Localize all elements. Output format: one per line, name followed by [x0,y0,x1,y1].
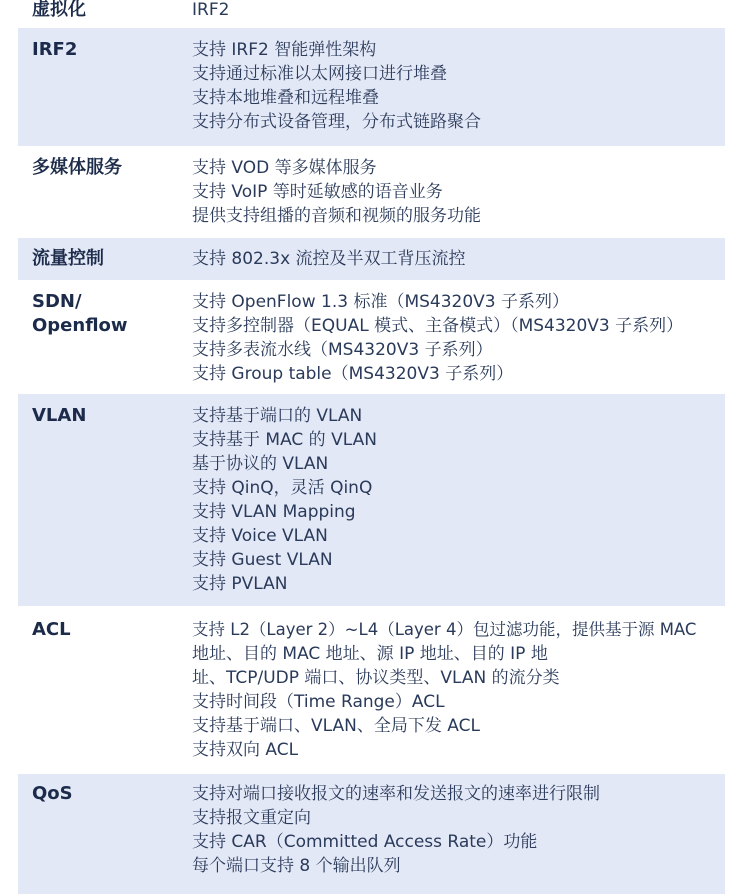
row-label: VLAN [32,405,87,426]
row-content [178,247,725,280]
row-line: 支持 L2（Layer 2）~L4（Layer 4）包过滤功能，提供基于源 MAC [192,620,697,639]
row-line: 支持多表流水线（MS4320V3 子系列） [192,340,493,360]
row-line: 址、TCP/UDP 端口、协议类型、VLAN 的流分类 [192,668,560,688]
row-label: QoS [32,783,73,804]
row-content [178,404,725,606]
row-line: 支持对端口接收报文的速率和发送报文的速率进行限制 [192,784,600,804]
row-line: 每个端口支持 8 个输出队列 [192,856,401,876]
row-line: 支持通过标准以太网接口进行堆叠 [192,64,447,84]
row-label: IRF2 [32,39,78,60]
row-label: ACL [32,619,71,640]
row-line: 支持 IRF2 智能弹性架构 [192,40,377,60]
row-line: 支持基于 MAC 的 VLAN [192,430,377,450]
row-line: 提供支持组播的音频和视频的服务功能 [192,206,481,226]
row-content [178,0,725,28]
row-line: 支持 PVLAN [192,574,288,594]
row-line: 支持 CAR（Committed Access Rate）功能 [192,832,538,852]
row-label: 虚拟化 [32,0,86,20]
row-content [178,290,725,394]
row-line: 支持 VOD 等多媒体服务 [192,158,377,178]
row-line: 支持 802.3x 流控及半双工背压流控 [192,249,466,269]
row-content [178,156,725,238]
row-line: 支持基于端口、VLAN、全局下发 ACL [192,716,480,736]
row-line: 支持 Guest VLAN [192,550,333,570]
row-label: 流量控制 [32,248,104,269]
row-line: 支持 VoIP 等时延敏感的语音业务 [192,182,443,202]
row-line: 支持 VLAN Mapping [192,502,356,522]
row-line: 支持时间段（Time Range）ACL [192,692,445,712]
row-line: 支持 Group table（MS4320V3 子系列） [192,364,514,384]
row-content [178,38,725,146]
row-line: 支持多控制器（EQUAL 模式、主备模式）（MS4320V3 子系列） [192,316,684,336]
row-line: 支持本地堆叠和远程堆叠 [192,88,379,108]
row-content [178,782,725,894]
spec-row-vlan [18,394,725,606]
row-label: SDN/ Openflow [32,291,128,336]
spec-row-virtualization [18,0,725,28]
row-line: 支持报文重定向 [192,808,311,828]
row-line: IRF2 [192,0,230,20]
spec-row-flow-control [18,238,725,280]
row-content [178,618,725,774]
row-label: 多媒体服务 [32,157,122,178]
row-line: 支持双向 ACL [192,740,299,760]
spec-row-qos [18,774,725,894]
row-line: 地址、目的 MAC 地址、源 IP 地址、目的 IP 地 [192,644,548,664]
spec-row-acl [18,606,725,774]
spec-table [18,0,725,894]
spec-row-irf2 [18,28,725,146]
row-line: 支持基于端口的 VLAN [192,406,363,426]
row-line: 支持 Voice VLAN [192,526,328,546]
row-line: 支持分布式设备管理，分布式链路聚合 [192,112,481,132]
spec-row-multimedia [18,146,725,238]
row-line: 支持 OpenFlow 1.3 标准（MS4320V3 子系列） [192,292,570,312]
spec-row-sdn-openflow [18,280,725,394]
row-line: 支持 QinQ，灵活 QinQ [192,478,373,498]
row-line: 基于协议的 VLAN [192,454,329,474]
